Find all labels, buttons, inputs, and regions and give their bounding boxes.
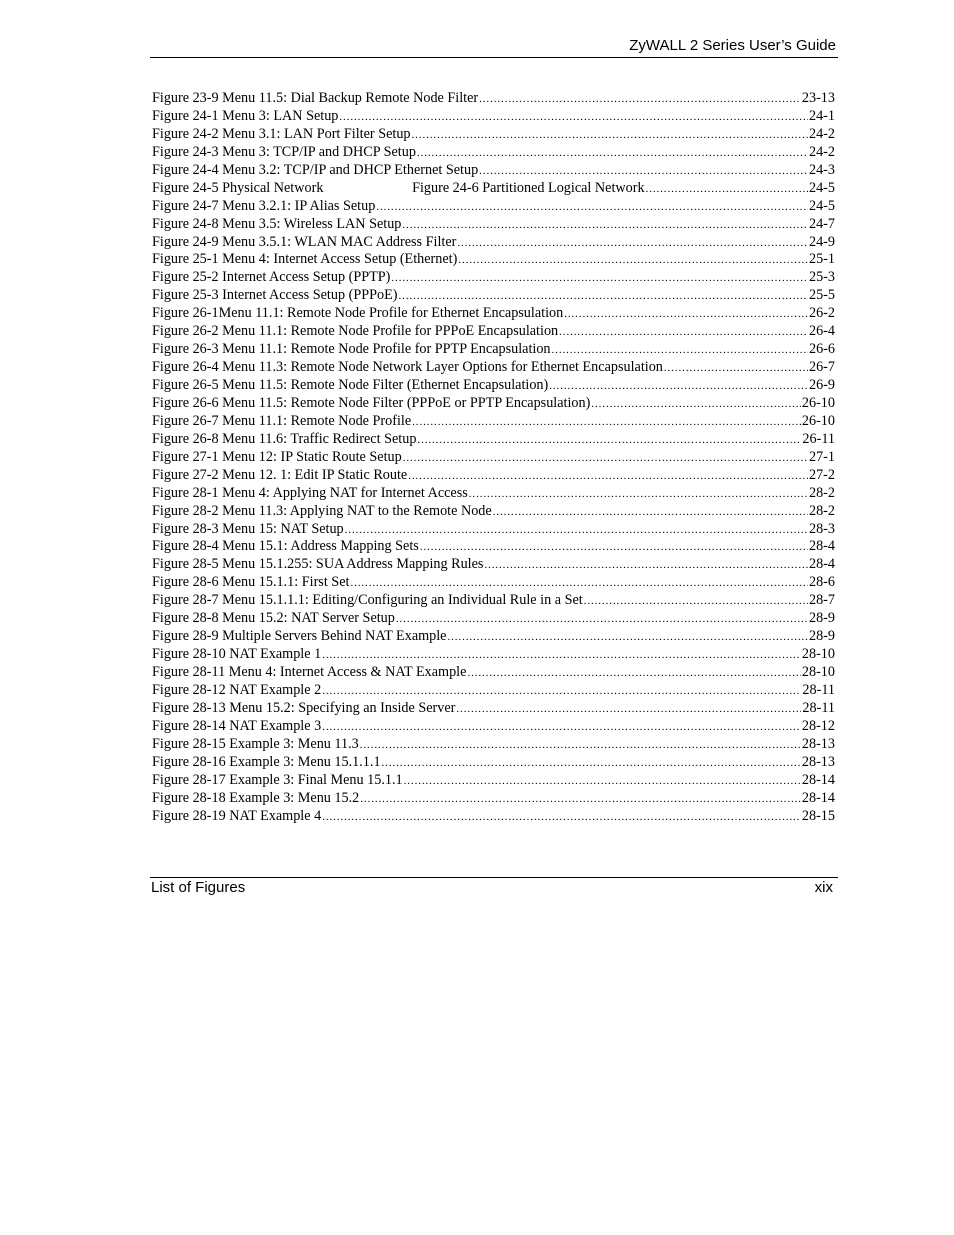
toc-entry[interactable]: [152, 198, 835, 216]
dot-leader: [479, 165, 808, 177]
dot-leader: [564, 308, 808, 320]
toc-entry-label: Figure 24-8 Menu 3.5: Wireless LAN Setup: [152, 215, 402, 232]
toc-entry-page: 24-7: [808, 215, 835, 232]
toc-entry-page: 28-3: [808, 520, 835, 537]
toc-entry-page: 24-5: [808, 179, 835, 196]
dot-leader: [404, 775, 801, 787]
dot-leader: [458, 254, 808, 266]
toc-entry-label: Figure 24-2 Menu 3.1: LAN Port Filter Setup: [152, 125, 411, 142]
dot-leader: [646, 183, 808, 195]
toc-entry-page: 28-4: [808, 538, 835, 555]
toc-entry-page: 28-2: [808, 484, 835, 501]
toc-entry[interactable]: [152, 449, 835, 467]
toc-entry-label: Figure 24-5 Physical Network Figure 24-6 Partitioned Logical Network: [152, 179, 645, 196]
footer-section-title: List of Figures: [151, 879, 246, 896]
toc-entry-page: 26-11: [802, 430, 835, 447]
toc-entry-label: Figure 28-14 NAT Example 3: [152, 717, 322, 734]
toc-entry-page: 26-10: [801, 412, 835, 429]
toc-entry[interactable]: [152, 251, 835, 269]
toc-entry-page: 28-12: [801, 717, 835, 734]
dot-leader: [408, 470, 808, 482]
toc-entry-page: 27-2: [808, 466, 835, 483]
toc-entry[interactable]: [152, 162, 835, 180]
toc-entry[interactable]: [152, 503, 835, 521]
toc-entry[interactable]: [152, 413, 835, 431]
toc-entry-page: 26-10: [801, 394, 835, 411]
toc-entry[interactable]: [152, 269, 835, 287]
toc-entry[interactable]: [152, 628, 835, 646]
dot-leader: [456, 703, 801, 715]
dot-leader: [559, 326, 808, 338]
toc-entry-label: Figure 28-6 Menu 15.1.1: First Set: [152, 574, 350, 591]
toc-entry-label: Figure 25-2 Internet Access Setup (PPTP): [152, 269, 391, 286]
toc-entry[interactable]: [152, 664, 835, 682]
toc-entry-page: 25-5: [808, 287, 835, 304]
footer-rule: [150, 877, 838, 878]
dot-leader: [382, 757, 801, 769]
toc-entry-page: 28-9: [808, 628, 835, 645]
toc-entry-label: Figure 23-9 Menu 11.5: Dial Backup Remote Node Filter: [152, 90, 479, 106]
toc-entry[interactable]: [152, 538, 835, 556]
toc-entry-label: Figure 28-8 Menu 15.2: NAT Server Setup: [152, 610, 395, 627]
toc-entry-page: 28-13: [801, 735, 835, 752]
toc-entry-label: Figure 24-9 Menu 3.5.1: WLAN MAC Address Filter: [152, 233, 457, 250]
toc-entry[interactable]: [152, 234, 835, 252]
toc-entry[interactable]: [152, 323, 835, 341]
toc-entry-label: Figure 24-7 Menu 3.2.1: IP Alias Setup: [152, 197, 376, 214]
toc-entry-label: Figure 28-18 Example 3: Menu 15.2: [152, 789, 360, 806]
toc-entry[interactable]: [152, 108, 835, 126]
toc-entry-page: 26-7: [808, 359, 835, 376]
toc-entry-page: 24-2: [808, 143, 835, 160]
toc-entry[interactable]: [152, 180, 835, 198]
toc-entry-page: 28-15: [801, 807, 835, 824]
toc-entry[interactable]: [152, 754, 835, 772]
toc-entry-page: 24-1: [808, 107, 835, 124]
toc-entry-page: 24-5: [808, 197, 835, 214]
dot-leader: [322, 811, 801, 823]
dot-leader: [322, 685, 801, 697]
toc-entry[interactable]: [152, 377, 835, 395]
toc-entry[interactable]: [152, 574, 835, 592]
footer-page-number: xix: [814, 879, 833, 896]
toc-entry-page: 24-3: [808, 161, 835, 178]
dot-leader: [360, 793, 801, 805]
toc-entry[interactable]: [152, 144, 835, 162]
toc-entry[interactable]: [152, 467, 835, 485]
toc-entry[interactable]: [152, 359, 835, 377]
toc-entry[interactable]: [152, 682, 835, 700]
toc-entry-label: Figure 24-4 Menu 3.2: TCP/IP and DHCP Ethernet Setup: [152, 161, 479, 178]
toc-entry-label: Figure 27-1 Menu 12: IP Static Route Setup: [152, 448, 402, 465]
toc-entry-label: Figure 28-10 NAT Example 1: [152, 646, 322, 663]
toc-entry[interactable]: [152, 592, 835, 610]
toc-entry-label: Figure 26-3 Menu 11.1: Remote Node Profile for PPTP Encapsulation: [152, 341, 551, 358]
toc-entry-page: 28-4: [808, 556, 835, 573]
toc-entry-label: Figure 26-7 Menu 11.1: Remote Node Profile: [152, 412, 412, 429]
toc-entry-label: Figure 28-12 NAT Example 2: [152, 681, 322, 698]
dot-leader: [467, 667, 800, 679]
toc-entry[interactable]: [152, 431, 835, 449]
toc-entry-label: Figure 28-9 Multiple Servers Behind NAT Example: [152, 628, 447, 645]
toc-entry-page: 28-14: [801, 789, 835, 806]
toc-entry[interactable]: [152, 521, 835, 539]
toc-entry-label: Figure 26-4 Menu 11.3: Remote Node Network Layer Options for Ethernet Encapsulation: [152, 359, 663, 376]
dot-leader: [420, 541, 808, 553]
toc-entry-page: 26-4: [808, 323, 835, 340]
toc-entry[interactable]: [152, 718, 835, 736]
dot-leader: [549, 380, 808, 392]
toc-entry-page: 28-10: [801, 664, 835, 680]
toc-entry[interactable]: [152, 341, 835, 359]
toc-entry[interactable]: [152, 216, 835, 234]
dot-leader: [345, 524, 808, 536]
toc-entry-page: 26-9: [808, 377, 835, 393]
dot-leader: [447, 631, 808, 643]
dot-leader: [664, 362, 808, 374]
dot-leader: [591, 398, 801, 410]
toc-entry-label: Figure 26-6 Menu 11.5: Remote Node Filter (PPPoE or PPTP Encapsulation): [152, 394, 591, 411]
dot-leader: [396, 613, 808, 625]
toc-entry[interactable]: [152, 485, 835, 503]
toc-entry-page: 28-11: [802, 681, 835, 698]
dot-leader: [376, 201, 808, 213]
dot-leader: [584, 595, 808, 607]
toc-entry-label: Figure 24-1 Menu 3: LAN Setup: [152, 107, 339, 124]
toc-entry-label: Figure 28-17 Example 3: Final Menu 15.1.1: [152, 771, 403, 788]
toc-entry-page: 28-9: [808, 610, 835, 627]
toc-entry[interactable]: [152, 736, 835, 754]
toc-entry[interactable]: [152, 646, 835, 664]
dot-leader: [412, 129, 808, 141]
dot-leader: [484, 559, 808, 571]
toc-entry-label: Figure 26-1Menu 11.1: Remote Node Profile for Ethernet Encapsulation: [152, 305, 564, 322]
dot-leader: [322, 721, 801, 733]
toc-entry-label: Figure 28-3 Menu 15: NAT Setup: [152, 520, 344, 537]
dot-leader: [322, 649, 801, 661]
dot-leader: [469, 488, 808, 500]
toc-entry-page: 27-1: [808, 448, 835, 465]
toc-entry-label: Figure 28-4 Menu 15.1: Address Mapping Sets: [152, 538, 419, 555]
toc-entry-label: Figure 26-5 Menu 11.5: Remote Node Filter (Ethernet Encapsulation): [152, 377, 549, 393]
toc-entry[interactable]: [152, 126, 835, 144]
toc-entry[interactable]: [152, 808, 835, 826]
dot-leader: [552, 344, 808, 356]
toc-entry-label: Figure 28-15 Example 3: Menu 11.3: [152, 735, 359, 752]
dot-leader: [339, 111, 808, 123]
toc-entry-label: Figure 28-7 Menu 15.1.1.1: Editing/Configuring an Individual Rule in a Set: [152, 592, 583, 609]
toc-entry-page: 28-10: [801, 646, 835, 663]
toc-entry-label: Figure 25-3 Internet Access Setup (PPPoE): [152, 287, 398, 304]
toc-entry-label: Figure 26-2 Menu 11.1: Remote Node Profile for PPPoE Encapsulation: [152, 323, 559, 340]
toc-entry-page: 24-9: [808, 233, 835, 250]
toc-entry-page: 25-3: [808, 269, 835, 286]
dot-leader: [479, 93, 801, 105]
toc-entry[interactable]: [152, 395, 835, 413]
toc-entry-page: 25-1: [808, 251, 835, 268]
toc-entry-label: Figure 26-8 Menu 11.6: Traffic Redirect Setup: [152, 430, 417, 447]
dot-leader: [493, 506, 808, 518]
toc-entry[interactable]: [152, 305, 835, 323]
dot-leader: [457, 237, 808, 249]
dot-leader: [391, 272, 808, 284]
toc-entry-page: 28-7: [808, 592, 835, 609]
toc-entry-page: 28-14: [801, 771, 835, 788]
toc-entry[interactable]: [152, 287, 835, 305]
toc-entry[interactable]: [152, 90, 835, 108]
toc-entry-page: 26-6: [808, 341, 835, 358]
toc-entry-label: Figure 28-5 Menu 15.1.255: SUA Address Mapping Rules: [152, 556, 484, 573]
dot-leader: [350, 577, 808, 589]
header-rule: [150, 57, 838, 58]
toc-entry-label: Figure 28-13 Menu 15.2: Specifying an Inside Server: [152, 699, 456, 716]
dot-leader: [412, 416, 801, 428]
toc-entry-label: Figure 25-1 Menu 4: Internet Access Setup (Ethernet): [152, 251, 458, 268]
toc-entry-label: Figure 27-2 Menu 12. 1: Edit IP Static Route: [152, 466, 408, 483]
toc-entry-page: 28-11: [802, 699, 835, 716]
toc-entry-page: 28-6: [808, 574, 835, 591]
dot-leader: [399, 290, 808, 302]
toc-entry-page: 28-13: [801, 753, 835, 770]
toc-entry[interactable]: [152, 556, 835, 574]
toc-entry[interactable]: [152, 610, 835, 628]
toc-entry-label: Figure 24-3 Menu 3: TCP/IP and DHCP Setup: [152, 143, 416, 160]
dot-leader: [403, 452, 808, 464]
dot-leader: [417, 434, 801, 446]
toc-entry-page: 23-13: [801, 90, 835, 106]
toc-entry[interactable]: [152, 790, 835, 808]
toc-entry[interactable]: [152, 772, 835, 790]
dot-leader: [417, 147, 808, 159]
toc-entry-label: Figure 28-19 NAT Example 4: [152, 807, 322, 824]
toc-entry-label: Figure 28-2 Menu 11.3: Applying NAT to the Remote Node: [152, 502, 492, 519]
toc-entry-page: 28-2: [808, 502, 835, 519]
toc-entry-page: 26-2: [808, 305, 835, 322]
header-title: ZyWALL 2 Series User’s Guide: [629, 37, 836, 54]
dot-leader: [360, 739, 801, 751]
toc-entry-page: 24-2: [808, 125, 835, 142]
toc-entry[interactable]: [152, 700, 835, 718]
list-of-figures: [152, 90, 835, 825]
toc-entry-label: Figure 28-11 Menu 4: Internet Access & NAT Example: [152, 664, 467, 680]
toc-entry-label: Figure 28-1 Menu 4: Applying NAT for Internet Access: [152, 484, 468, 501]
toc-entry-label: Figure 28-16 Example 3: Menu 15.1.1.1: [152, 753, 381, 770]
dot-leader: [402, 219, 808, 231]
